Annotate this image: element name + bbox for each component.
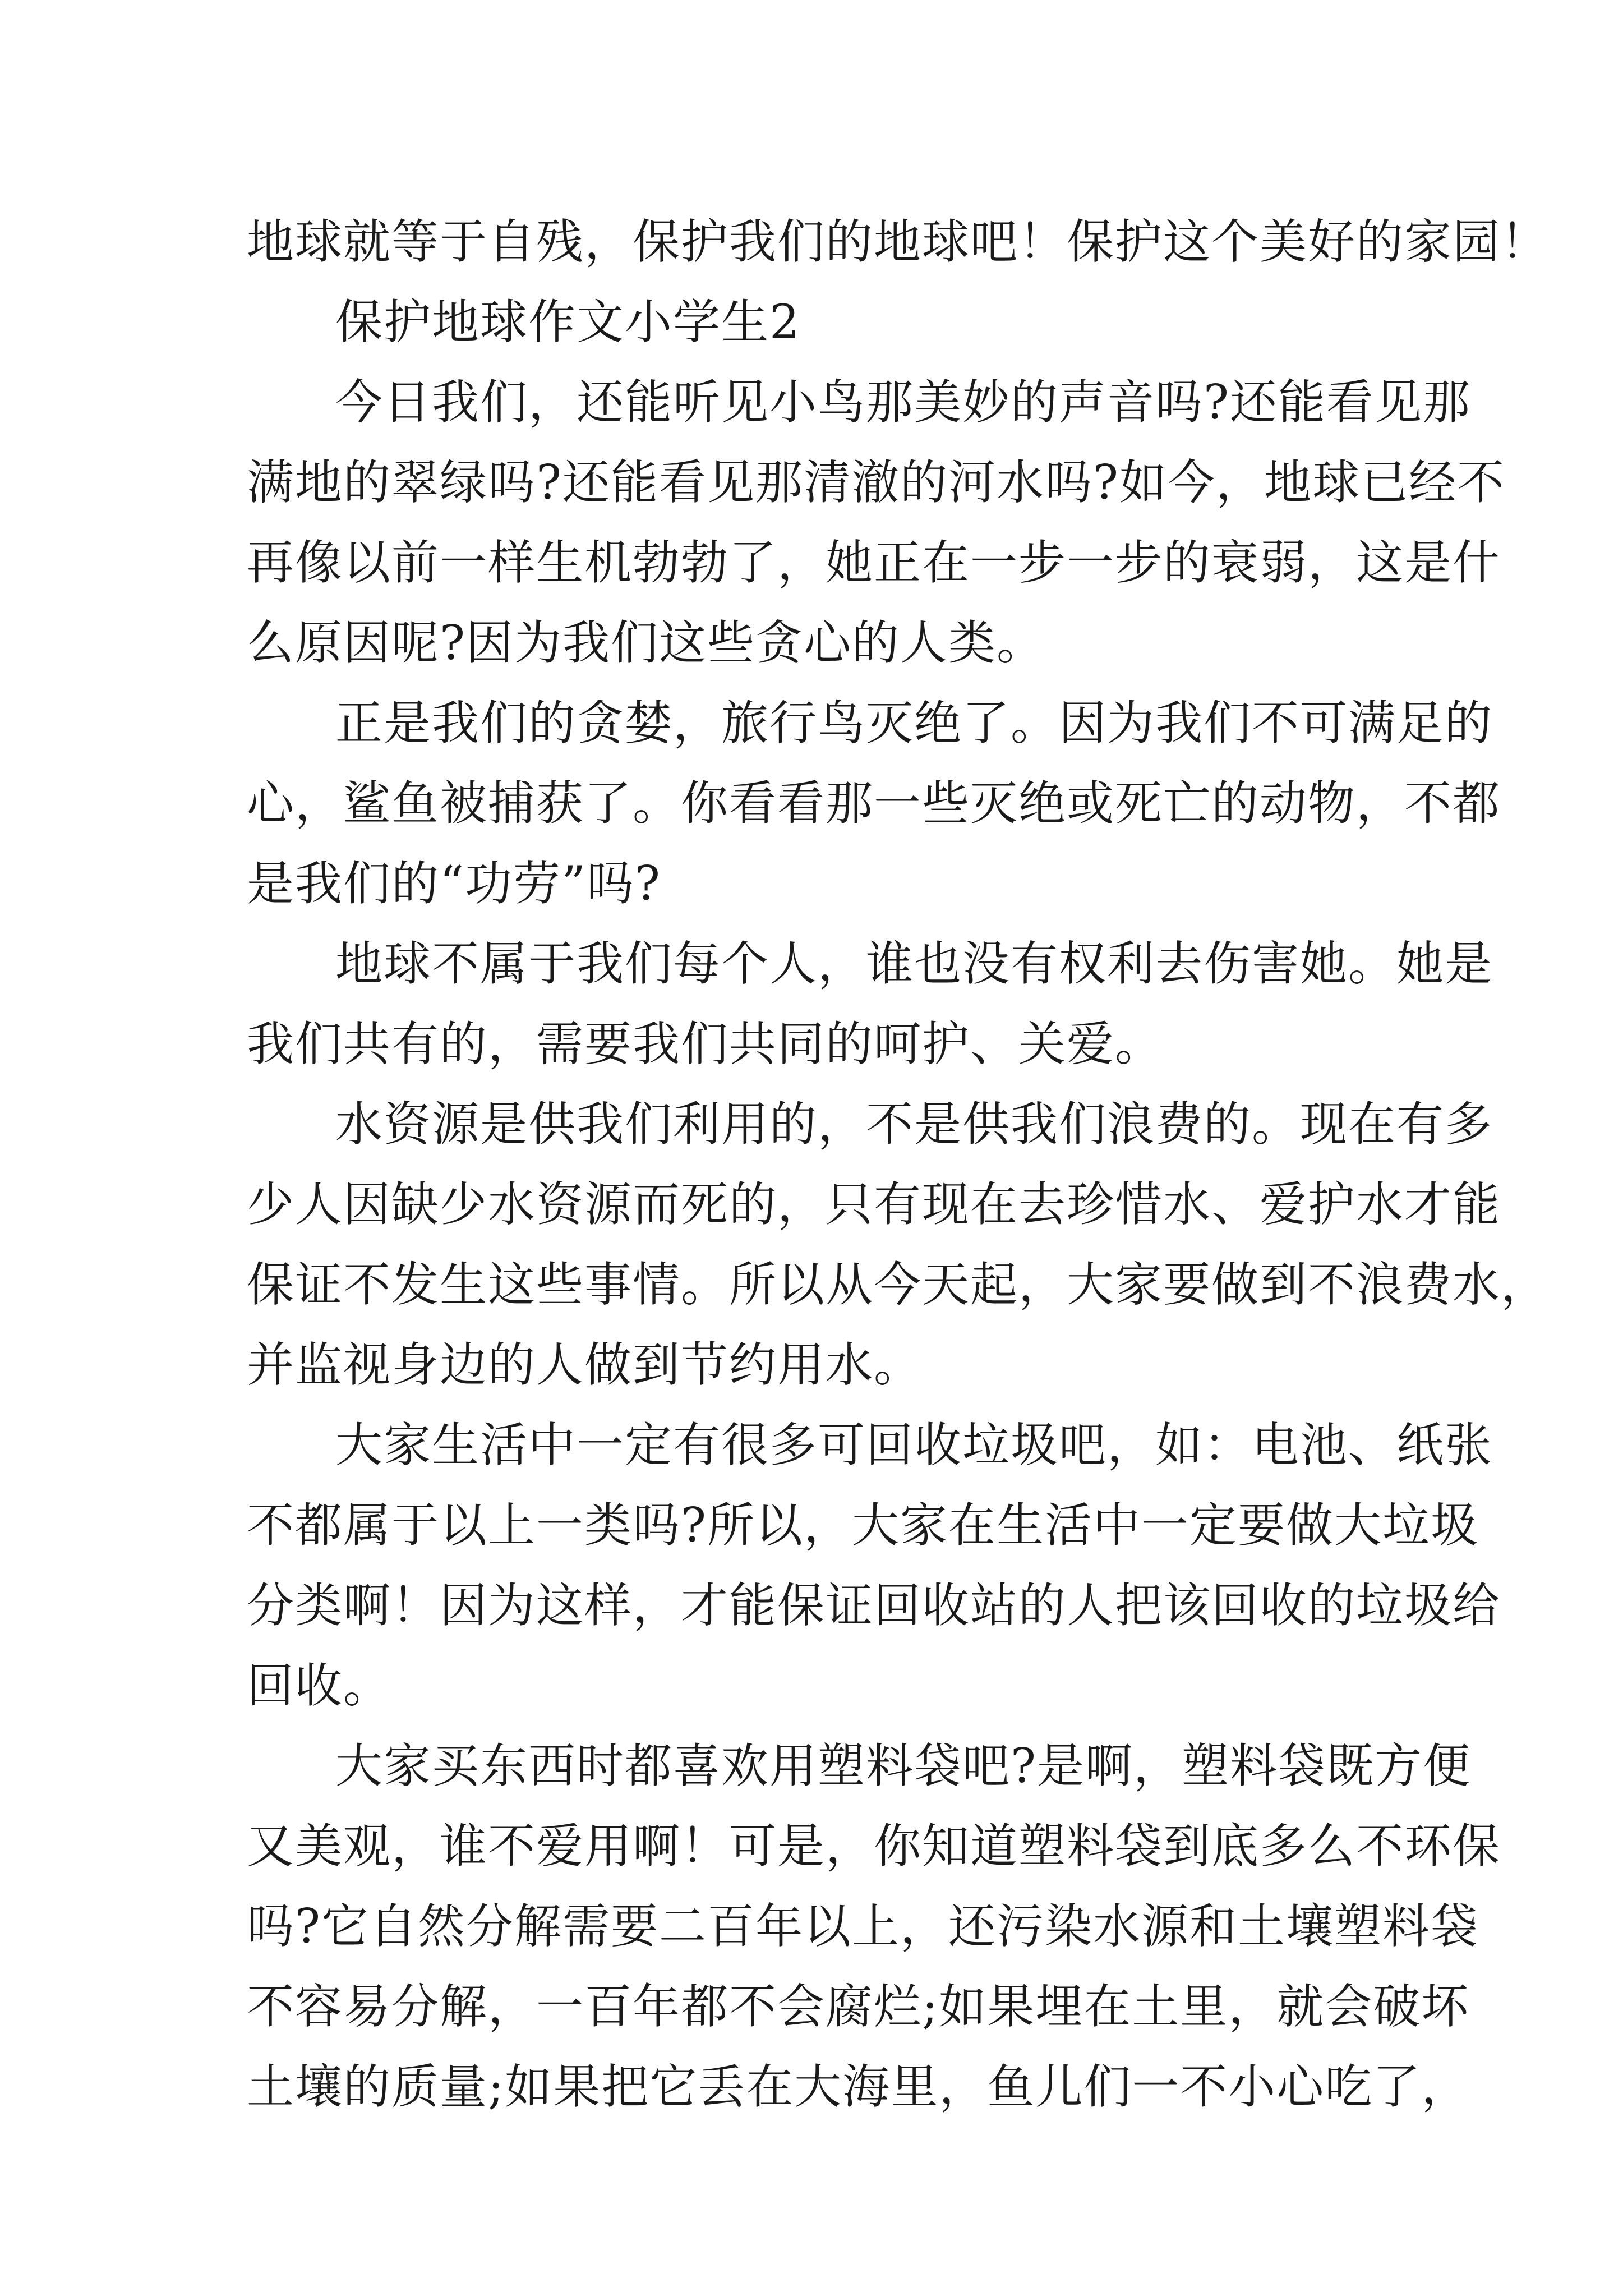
- text-line: 保证不发生这些事情。所以从今天起，大家要做到不浪费水，: [247, 1257, 1550, 1312]
- text-line: 地球就等于自残，保护我们的地球吧！保护这个美好的家园！: [247, 214, 1550, 269]
- text-line: 回收。: [247, 1658, 392, 1713]
- text-line: 大家买东西时都喜欢用塑料袋吧?是啊，塑料袋既方便: [335, 1738, 1472, 1793]
- text-line: 是我们的“功劳”吗?: [247, 856, 661, 911]
- text-line: 土壤的质量;如果把它丢在大海里，鱼儿们一不小心吃了，: [247, 2059, 1470, 2114]
- text-line: 又美观，谁不爱用啊！可是，你知道塑料袋到底多么不环保: [247, 1819, 1501, 1874]
- text-line: 今日我们，还能听见小鸟那美妙的声音吗?还能看见那: [335, 375, 1472, 430]
- text-line: 水资源是供我们利用的，不是供我们浪费的。现在有多: [335, 1097, 1493, 1152]
- text-line: 正是我们的贪婪，旅行鸟灭绝了。因为我们不可满足的: [335, 696, 1493, 751]
- text-line: 么原因呢?因为我们这些贪心的人类。: [247, 615, 1045, 670]
- text-line: 不都属于以上一类吗?所以，大家在生活中一定要做大垃圾: [247, 1498, 1479, 1553]
- text-line: 心，鲨鱼被捕获了。你看看那一些灭绝或死亡的动物，不都: [247, 776, 1501, 831]
- section-heading: 保护地球作文小学生2: [335, 295, 801, 349]
- text-line: 再像以前一样生机勃勃了，她正在一步一步的衰弱，这是什: [247, 535, 1501, 590]
- text-line: 满地的翠绿吗?还能看见那清澈的河水吗?如今，地球已经不: [247, 455, 1506, 510]
- text-line: 吗?它自然分解需要二百年以上，还污染水源和土壤塑料袋: [247, 1899, 1479, 1954]
- text-line: 不容易分解，一百年都不会腐烂;如果埋在土里，就会破坏: [247, 1979, 1470, 2034]
- text-line: 地球不属于我们每个人，谁也没有权利去伤害她。她是: [335, 936, 1493, 991]
- text-line: 大家生活中一定有很多可回收垃圾吧，如：电池、纸张: [335, 1418, 1493, 1473]
- text-line: 并监视身边的人做到节约用水。: [247, 1337, 923, 1392]
- text-line: 少人因缺少水资源而死的，只有现在去珍惜水、爱护水才能: [247, 1177, 1501, 1232]
- text-line: 我们共有的，需要我们共同的呵护、关爱。: [247, 1016, 1164, 1071]
- text-line: 分类啊！因为这样，才能保证回收站的人把该回收的垃圾给: [247, 1578, 1501, 1633]
- document-body: [247, 202, 1550, 2127]
